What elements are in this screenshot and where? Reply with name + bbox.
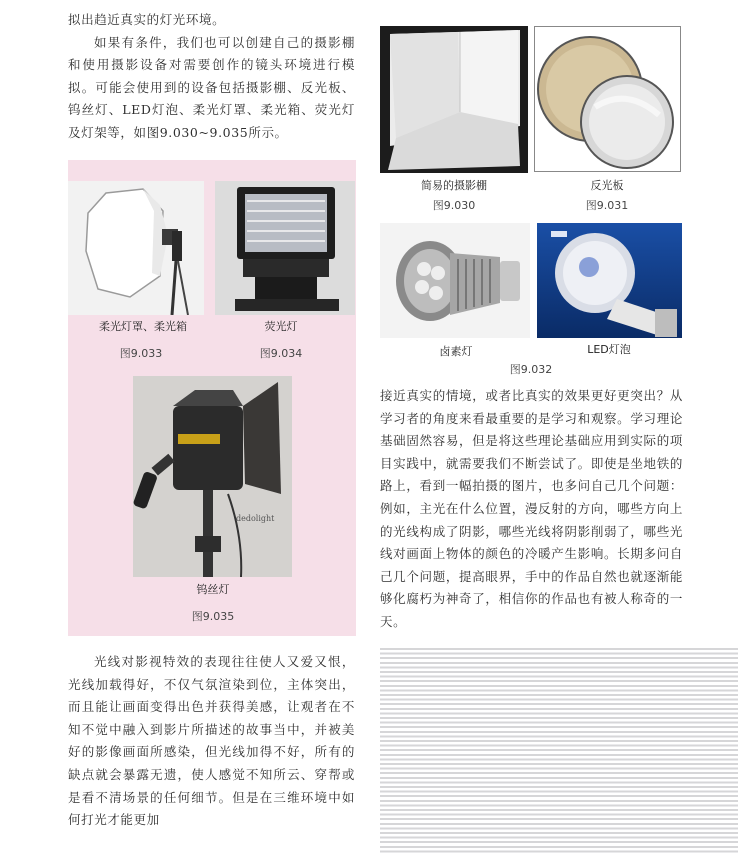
halogen-photo: [380, 223, 530, 338]
intro-line: 拟出趋近真实的灯光环境。: [68, 12, 226, 27]
reflector-figure-label: 图9.031: [585, 199, 629, 212]
halogen-caption: 卤素灯: [439, 345, 473, 358]
tungsten-caption: 钨丝灯: [196, 583, 230, 596]
softbox-caption: 柔光灯罩、柔光箱: [99, 320, 187, 333]
fluorescent-figure-label: 图9.034: [259, 347, 303, 360]
studio-caption: 简易的摄影棚: [421, 179, 487, 192]
decorative-stripes: [380, 648, 738, 853]
led-caption: LED灯泡: [587, 343, 631, 356]
tungsten-photo-brand: dedolight: [236, 514, 275, 523]
softbox-figure-label: 图9.033: [119, 347, 163, 360]
reflector-caption: 反光板: [590, 179, 624, 192]
led-photo: [537, 223, 682, 338]
intro-paragraph: 如果有条件，我们也可以创建自己的摄影棚和使用摄影设备对需要创作的镜头环境进行模拟。可能会使用到的设备包括摄影棚、反光板、钨丝灯、LED灯泡、柔光灯罩、柔光箱、荧光灯及灯架等，如图9.030~9.035所示。: [68, 34, 355, 140]
body-paragraph-left: 光线对影视特效的表现往往使人又爱又恨，光线加载得好，不仅气氛渲染到位，主体突出，而且能让画面变得出色并获得美感，让观者在不知不觉中融入到影片所描述的故事当中，并被美好的影像画面所感染，但光线加得不好，所有的缺点就会暴露无遗，使人感觉不知所云、穿帮或是看不清场景的任何细节。但是在三维环境中如何打光才能更加: [68, 654, 355, 828]
studio-photo: [380, 26, 528, 173]
reflector-photo: [534, 26, 681, 172]
softbox-photo: [68, 181, 204, 315]
body-paragraph-right: 接近真实的情境，或者比真实的效果更好更突出？从学习者的角度来看最重要的是学习和观察。学习理论基础固然容易，但是将这些理论基础应用到实际的项目实践中，就需要我们不断尝试了。即使是坐地铁的路上，看到一幅拍摄的图片，也多问自己几个问题：例如，主光在什么位置，漫反射的方向，哪些方向上的光线构成了阴影，哪些光线将阴影削弱了，哪些光线对画面上物体的颜色的冷暖产生影响。长期多问自己几个问题，提高眼界，手中的作品自然也就逐渐能够化腐朽为神奇了，相信你的作品也有被人称奇的一天。: [380, 388, 683, 629]
fluorescent-photo: [215, 181, 355, 315]
tungsten-photo: [133, 376, 292, 577]
fluorescent-caption: 荧光灯: [264, 320, 298, 333]
studio-figure-label: 图9.030: [432, 199, 476, 212]
tungsten-figure-label: 图9.035: [191, 610, 235, 623]
intro-text: [68, 9, 355, 145]
fig032-label: 图9.032: [509, 363, 553, 376]
